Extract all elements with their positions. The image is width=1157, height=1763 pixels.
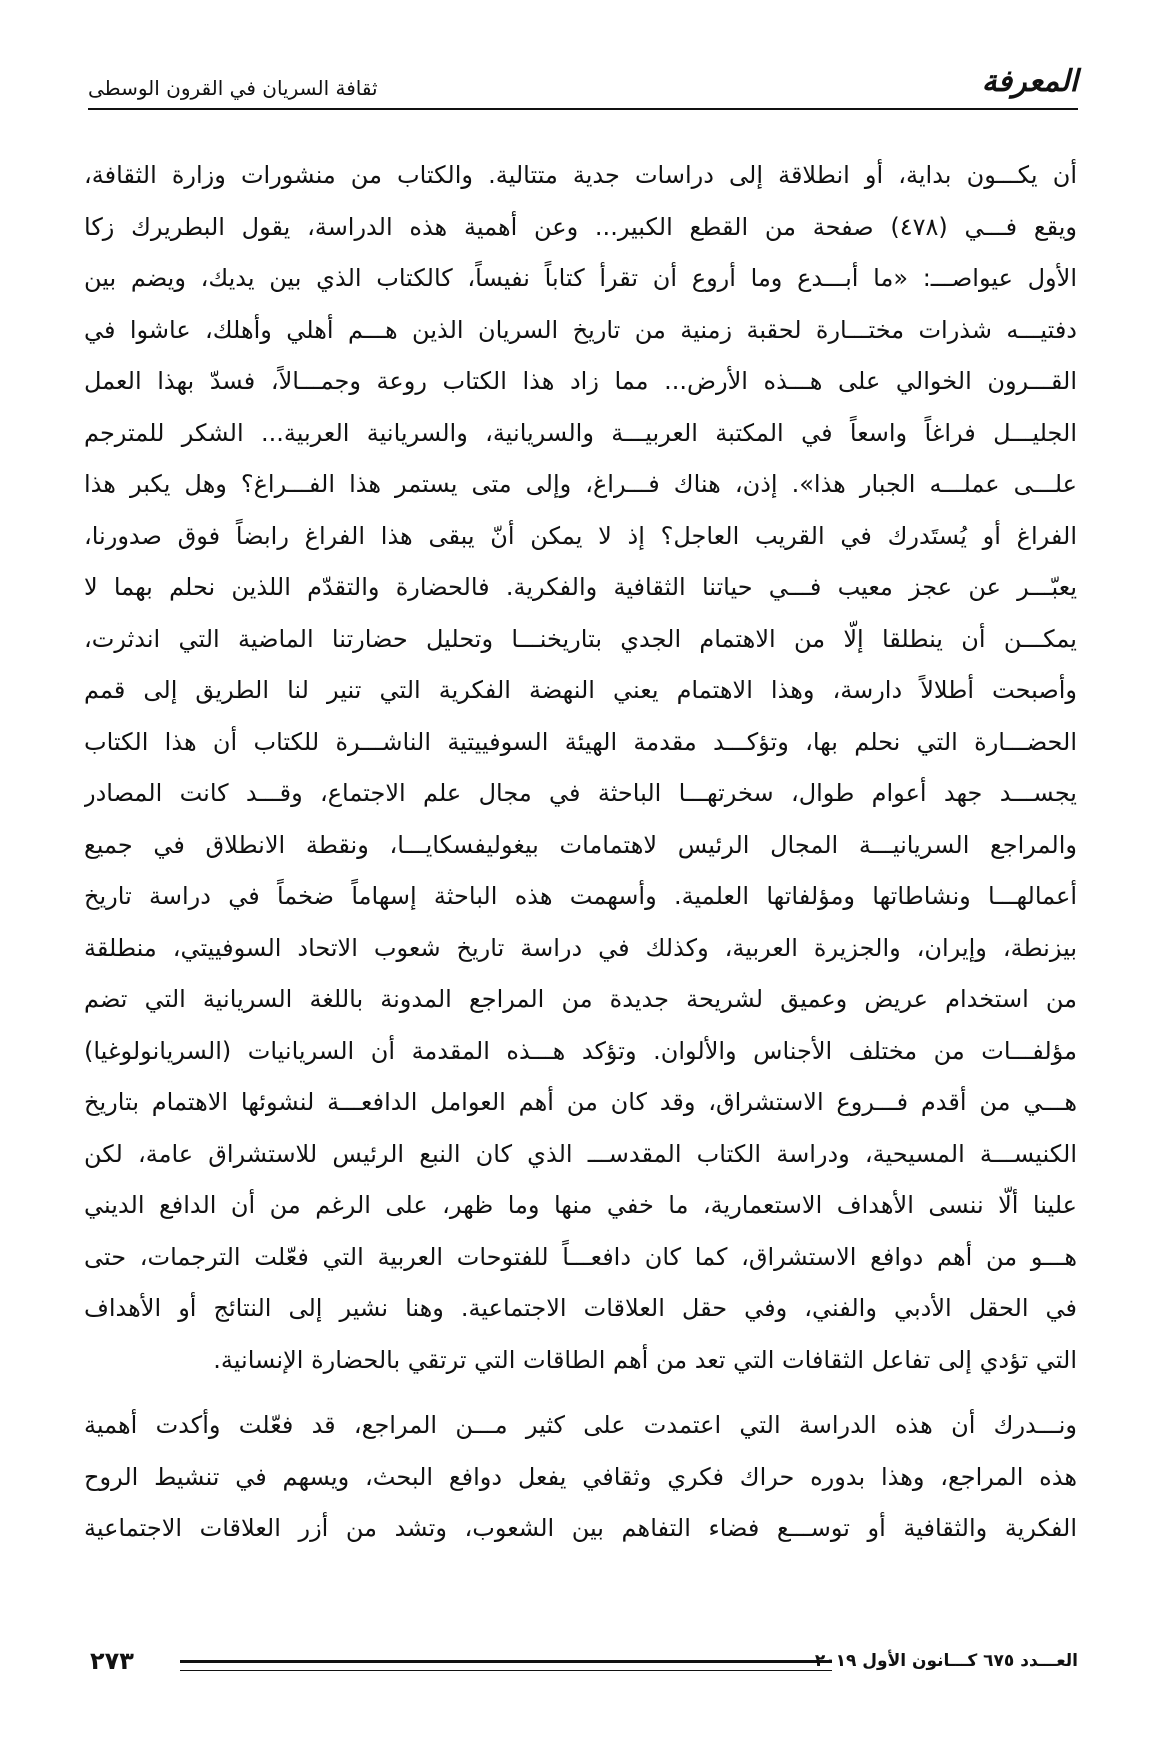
text-line: علينا ألّا ننسى الأهداف الاستعمارية، ما خفي منها وما ظهر، على الرغم من أن الدافع الديني (84, 1191, 1077, 1219)
paragraph-1 (84, 150, 1077, 1386)
running-title: ثقافة السريان في القرون الوسطى (88, 76, 378, 100)
article-body (84, 150, 1077, 1555)
text-line: يعبّـــر عن عجز معيب فـــي حياتنا الثقافية والفكرية. فالحضارة والتقدّم اللذين نحلم بهما لا (84, 573, 1077, 601)
header-divider (88, 108, 1078, 110)
paragraph-2 (84, 1400, 1077, 1555)
page-number: ٢٧٣ (90, 1647, 134, 1675)
text-line: ونـــدرك أن هذه الدراسة التي اعتمدت على كثير مـــن المراجع، قد فعّلت وأكدت أهمية (84, 1411, 1077, 1439)
text-line: هـــو من أهم دوافع الاستشراق، كما كان دافعـــاً للفتوحات العربية التي فعّلت الترجمات، حتى (84, 1242, 1077, 1271)
text-line: الكنيســـة المسيحية، ودراسة الكتاب المقدســـ الذي كان النبع الرئيس للاستشراق عامة، لكن (84, 1139, 1077, 1168)
text-line: القـــرون الخوالي على هـــذه الأرض... مما زاد هذا الكتاب روعة وجمـــالاً، فسدّ بهذا العمل (84, 367, 1077, 395)
text-line: هذه المراجع، وهذا بدوره حراك فكري وثقافي يفعل دوافع البحث، ويسهم في تنشيط الروح (84, 1462, 1077, 1491)
magazine-logo: المعرفة (981, 64, 1078, 99)
text-line: ويقع فـــي (٤٧٨) صفحة من القطع الكبير... وعن أهمية هذه الدراسة، يقول البطريرك زكا (84, 212, 1077, 241)
page-footer (90, 1647, 1078, 1683)
text-line: مؤلفـــات من مختلف الأجناس والألوان. وتؤكد هـــذه المقدمة أن السريانيات (السريانولوغيا) (84, 1036, 1077, 1065)
paragraph-spacer (84, 1386, 1077, 1400)
footer-divider (180, 1660, 832, 1671)
text-line: وأصبحت أطلالاً دارسة، وهذا الاهتمام يعني النهضة الفكرية التي تنير لنا الطريق إلى قمم (84, 676, 1077, 704)
text-line: دفتيـــه شذرات مختـــارة لحقبة زمنية من تاريخ السريان الذين هـــم أهلي وأهلك، عاشوا في (84, 315, 1077, 344)
text-line: الحضـــارة التي نحلم بها، وتؤكـــد مقدمة الهيئة السوفييتية الناشـــرة للكتاب أن هذا الكتاب (84, 727, 1077, 756)
text-line: والمراجع السريانيـــة المجال الرئيس لاهتمامات بيغوليفسكايـــا، ونقطة الانطلاق في جميع (84, 830, 1077, 859)
text-line: علـــى عملـــه الجبار هذا». إذن، هناك فـــراغ، وإلى متى يستمر هذا الفـــراغ؟ وهل يكبر هذا (84, 470, 1077, 498)
text-line: يمكـــن أن ينطلقا إلّا من الاهتمام الجدي بتاريخنـــا وتحليل حضارتنا الماضية التي اندثرت، (84, 624, 1077, 653)
issue-info: العـــدد ٦٧٥ كـــانون الأول ٢٠١٩ (814, 1651, 1078, 1671)
text-line: الجليـــل فراغاً واسعاً في المكتبة العربيـــة والسريانية، والسريانية العربية... الشكر للمترجم (84, 418, 1077, 447)
text-line: الفراغ أو يُستَدرك في القريب العاجل؟ إذ لا يمكن أنّ يبقى هذا الفراغ رابضاً فوق صدورنا، (84, 521, 1077, 550)
text-line: أعمالهـــا ونشاطاتها ومؤلفاتها العلمية. وأسهمت هذه الباحثة إسهاماً ضخماً في دراسة تاريخ (84, 882, 1077, 910)
text-line: من استخدام عريض وعميق لشريحة جديدة من المراجع المدونة باللغة السريانية التي تضم (84, 985, 1077, 1013)
page-header (88, 62, 1078, 110)
text-line: في الحقل الأدبي والفني، وفي حقل العلاقات الاجتماعية. وهنا نشير إلى النتائج أو الأهداف (84, 1294, 1077, 1322)
text-line: بيزنطة، وإيران، والجزيرة العربية، وكذلك في دراسة تاريخ شعوب الاتحاد السوفييتي، منطلقة (84, 933, 1077, 962)
text-line: هـــي من أقدم فـــروع الاستشراق، وقد كان من أهم العوامل الدافعـــة لنشوئها الاهتمام بتاريخ (84, 1088, 1077, 1116)
text-line: الأول عيواصـــ: «ما أبـــدع وما أروع أن تقرأ كتاباً نفيساً، كالكتاب الذي بين يديك، ويضم بين (84, 264, 1077, 292)
text-line: الفكرية والثقافية أو توســـع فضاء التفاهم بين الشعوب، وتشد من أزر العلاقات الاجتماعية (84, 1514, 1077, 1542)
text-line: يجســـد جهد أعوام طوال، سخرتهـــا الباحثة في مجال علم الاجتماع، وقـــد كانت المصادر (84, 779, 1077, 807)
text-line: التي تؤدي إلى تفاعل الثقافات التي تعد من أهم الطاقات التي ترتقي بالحضارة الإنسانية. (213, 1345, 1077, 1374)
text-line: أن يكـــون بداية، أو انطلاقة إلى دراسات جدية متتالية. والكتاب من منشورات وزارة الثقافة، (84, 161, 1077, 189)
